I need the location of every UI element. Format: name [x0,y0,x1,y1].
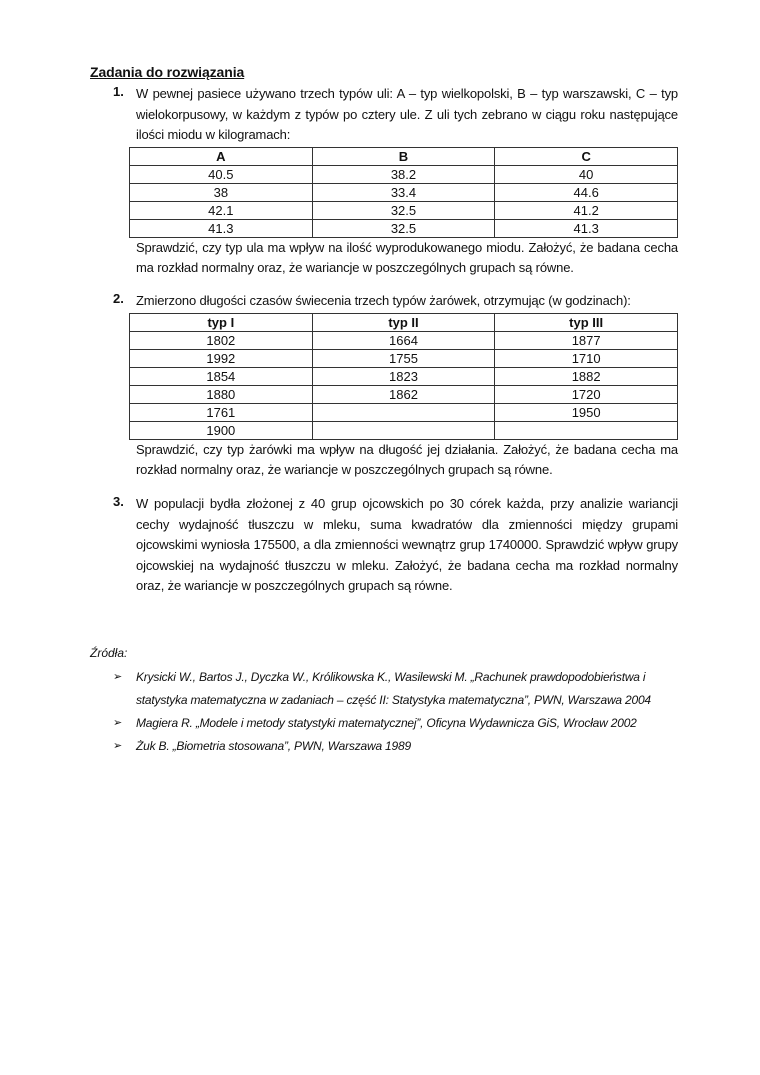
table-cell [495,421,678,439]
task-number: 2. [113,291,124,306]
table-header-row [130,313,678,331]
column-header: A [130,147,313,165]
table-cell: 42.1 [130,201,313,219]
table-row [130,385,678,403]
column-header: typ I [130,313,313,331]
task-number: 3. [113,494,124,509]
table-cell: 1950 [495,403,678,421]
table-cell: 1720 [495,385,678,403]
table-cell [312,421,495,439]
source-item [113,666,693,712]
table-cell: 1854 [130,367,313,385]
table-cell [312,403,495,421]
table-cell: 1900 [130,421,313,439]
source-text: Żuk B. „Biometria stosowana”, PWN, Warszawa 1989 [136,739,411,753]
table-cell: 1755 [312,349,495,367]
table-cell: 40.5 [130,165,313,183]
table-cell: 1710 [495,349,678,367]
table-row [130,421,678,439]
table-row [130,201,678,219]
table-cell: 38 [130,183,313,201]
table-cell: 44.6 [495,183,678,201]
source-text: Krysicki W., Bartos J., Dyczka W., Królikowska K., Wasilewski M. „Rachunek prawdopodobieństwa i statystyka matematyczna w zadaniach – część II: Statystyka matematyczna”, PWN, Warszawa 2004 [136,670,651,707]
table-header-row [130,147,678,165]
table-cell: 1823 [312,367,495,385]
table-row [130,349,678,367]
task-2 [113,291,678,481]
honey-yield-table [129,147,678,238]
table-cell: 1862 [312,385,495,403]
table-cell: 38.2 [312,165,495,183]
table-cell: 1802 [130,331,313,349]
arrow-bullet-icon: ➢ [113,740,123,752]
sources-list [113,666,693,758]
table-cell: 1761 [130,403,313,421]
source-item [113,735,693,758]
task-intro: W populacji bydła złożonej z 40 grup ojcowskich po 30 córek każda, przy analizie wariancji cechy wydajność tłuszczu w mleku, suma kwadratów dla zmienności między grupami ojcowskimi wyniosła 175500, a dla zmienności wewnątrz grup 1740000. Sprawdzić wpływ grupy ojcowskiej na wydajność tłuszczu w mleku. Założyć, że badana cecha ma rozkład normalny oraz, że wariancje w poszczególnych grupach są równe. [136,496,678,593]
table-row [130,367,678,385]
bulb-lifetime-table [129,313,678,440]
table-cell: 40 [495,165,678,183]
table-row [130,219,678,237]
table-cell: 33.4 [312,183,495,201]
column-header: B [312,147,495,165]
task-number: 1. [113,84,124,99]
table-row [130,165,678,183]
task-question: Sprawdzić, czy typ żarówki ma wpływ na długość jej działania. Założyć, że badana cecha ma rozkład normalny oraz, że wariancje w poszczególnych grupach są równe. [136,441,678,477]
table-cell: 1880 [130,385,313,403]
arrow-bullet-icon: ➢ [113,671,123,683]
table-cell: 41.3 [495,219,678,237]
table-cell: 32.5 [312,201,495,219]
source-item [113,712,693,735]
arrow-bullet-icon: ➢ [113,717,123,729]
table-cell: 1992 [130,349,313,367]
sources-heading: Źródła: [90,646,128,660]
task-intro: Zmierzono długości czasów świecenia trzech typów żarówek, otrzymując (w godzinach): [136,293,631,308]
table-cell: 1664 [312,331,495,349]
column-header: C [495,147,678,165]
task-3 [113,494,678,597]
task-1 [113,84,678,279]
column-header: typ II [312,313,495,331]
table-cell: 41.2 [495,201,678,219]
section-title: Zadania do rozwiązania [90,64,245,80]
table-row [130,403,678,421]
table-row [130,183,678,201]
task-intro: W pewnej pasiece używano trzech typów uli: A – typ wielkopolski, B – typ warszawski, C – typ wielokorpusowy, w każdym z typów po cztery ule. Z uli tych zebrano w ciągu roku następujące ilości miodu w kilogramach: [136,86,678,142]
table-cell: 1882 [495,367,678,385]
table-cell: 41.3 [130,219,313,237]
column-header: typ III [495,313,678,331]
task-question: Sprawdzić, czy typ ula ma wpływ na ilość wyprodukowanego miodu. Założyć, że badana cecha ma rozkład normalny oraz, że wariancje w poszczególnych grupach są równe. [136,239,678,275]
table-cell: 32.5 [312,219,495,237]
source-text: Magiera R. „Modele i metody statystyki matematycznej”, Oficyna Wydawnicza GiS, Wrocław 2002 [136,716,637,730]
table-cell: 1877 [495,331,678,349]
table-row [130,331,678,349]
